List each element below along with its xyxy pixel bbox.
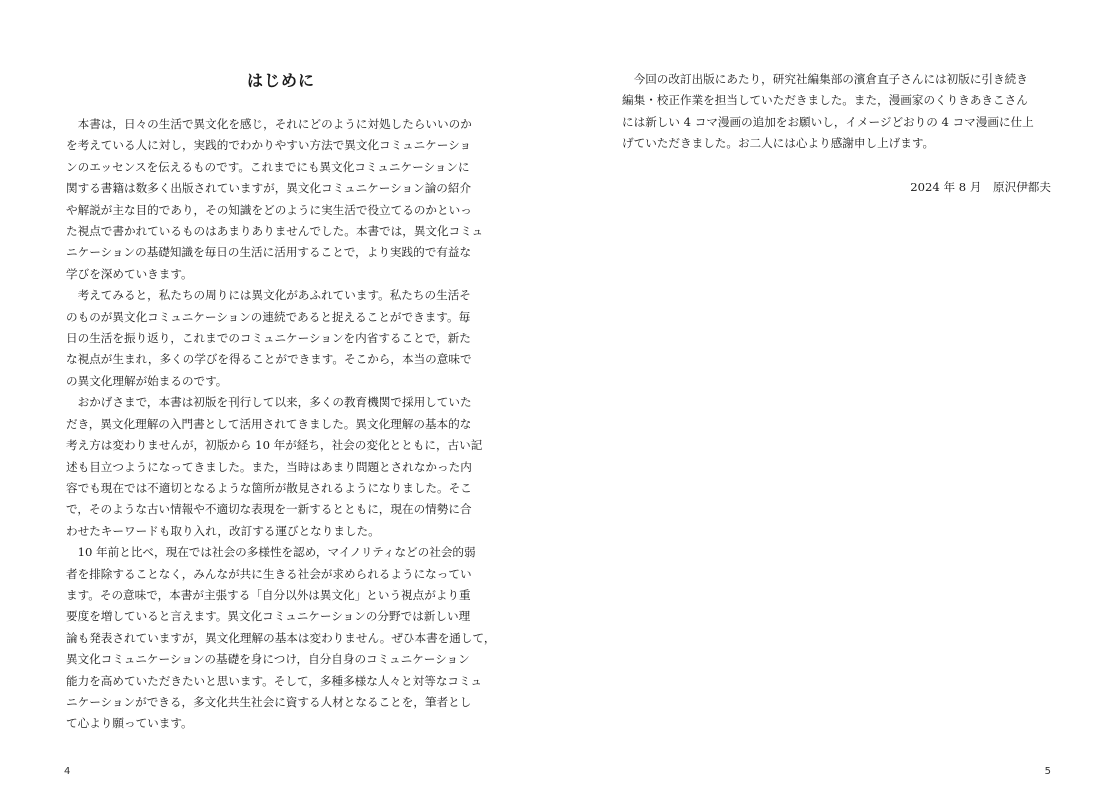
text-line: ニケーションができる，多文化共生社会に資する人材となることを，筆者とし bbox=[66, 694, 472, 709]
text-line: 本書は，日々の生活で異文化を感じ，それにどのように対処したらいいのか bbox=[77, 117, 472, 131]
text-line: おかげさまで，本書は初版を刊行して以来，多くの教育機関で採用していた bbox=[77, 395, 472, 410]
text-line: で，そのような古い情報や不適切な表現を一新するとともに，現在の情勢に合 bbox=[66, 502, 472, 517]
acknowledgement-body bbox=[622, 69, 1052, 155]
right-page bbox=[558, 0, 1117, 803]
text-line: 述も目立つようになってきました。また，当時はあまり問題とされなかった内 bbox=[66, 459, 472, 474]
paragraph-3 bbox=[66, 392, 496, 542]
text-line: 学びを深めていきます。 bbox=[66, 266, 193, 281]
text-line: や解説が主な目的であり，その知識をどのように実生活で役立てるのかといっ bbox=[66, 202, 472, 217]
text-line: 考えてみると，私たちの周りには異文化があふれています。私たちの生活そ bbox=[77, 288, 471, 303]
text-line: だき，異文化理解の入門書として活用されてきました。異文化理解の基本的な bbox=[66, 416, 472, 431]
text-line: 要度を増していると言えます。異文化コミュニケーションの分野では新しい理 bbox=[66, 609, 471, 624]
text-line: を考えている人に対し，実践的でわかりやすい方法で異文化コミュニケーショ bbox=[66, 138, 472, 153]
page-number-right: 5 bbox=[1044, 766, 1051, 777]
text-line: げていただきました。お二人には心より感謝申し上げます。 bbox=[622, 136, 935, 151]
paragraph-2 bbox=[66, 285, 496, 392]
text-line: 編集・校正作業を担当していただきました。また，漫画家のくりきあきこさん bbox=[622, 93, 1028, 108]
page-heading: はじめに bbox=[246, 71, 315, 90]
author-signature: 2024 年 8 月 原沢伊都夫 bbox=[910, 180, 1051, 194]
text-line: には新しい 4 コマ漫画の追加をお願いし，イメージどおりの 4 コマ漫画に仕上 bbox=[622, 114, 1034, 129]
paragraph-4 bbox=[66, 542, 496, 735]
text-line: ンのエッセンスを伝えるものです。これまでにも異文化コミュニケーションに bbox=[66, 159, 470, 174]
text-line: 者を排除することなく，みんなが共に生きる社会が求められるようになってい bbox=[66, 566, 472, 581]
text-line: 論も発表されていますが，異文化理解の基本は変わりません。ぜひ本書を通して， bbox=[66, 630, 496, 645]
text-line: の異文化理解が始まるのです。 bbox=[66, 373, 228, 388]
text-line: ニケーションの基礎知識を毎日の生活に活用することで，より実践的で有益な bbox=[66, 245, 472, 260]
text-line: ます。その意味で，本書が主張する「自分以外は異文化」という視点がより重 bbox=[66, 587, 471, 602]
text-line: のものが異文化コミュニケーションの連続であると捉えることができます。毎 bbox=[66, 309, 471, 324]
text-line: な視点が生まれ，多くの学びを得ることができます。そこから，本当の意味で bbox=[66, 352, 472, 367]
acknowledgement-paragraph bbox=[622, 69, 1052, 155]
text-line: 今回の改訂出版にあたり，研究社編集部の濱倉直子さんには初版に引き続き bbox=[633, 72, 1028, 86]
text-line: わせたキーワードも取り入れ，改訂する運びとなりました。 bbox=[66, 523, 380, 538]
text-line: 異文化コミュニケーションの基礎を身につけ，自分自身のコミュニケーション bbox=[66, 652, 470, 667]
text-line: 関する書籍は数多く出版されていますが，異文化コミュニケーション論の紹介 bbox=[66, 181, 472, 196]
paragraph-1 bbox=[66, 114, 496, 285]
text-line: た視点で書かれているものはあまりありませんでした。本書では，異文化コミュ bbox=[66, 224, 484, 239]
text-line: 考え方は変わりませんが，初版から 10 年が経ち，社会の変化とともに，古い記 bbox=[66, 438, 483, 453]
page-number-left: 4 bbox=[64, 766, 71, 777]
text-line: 容でも現在では不適切となるような箇所が散見されるようになりました。そこ bbox=[66, 480, 472, 495]
text-line: て心より願っています。 bbox=[66, 716, 193, 731]
text-line: 10 年前と比べ，現在では社会の多様性を認め，マイノリティなどの社会的弱 bbox=[77, 545, 476, 560]
left-page bbox=[0, 0, 558, 803]
text-line: 日の生活を振り返り，これまでのコミュニケーションを内省することで，新た bbox=[66, 331, 471, 346]
text-line: 能力を高めていただきたいと思います。そして，多種多様な人々と対等なコミュ bbox=[66, 673, 482, 688]
intro-body bbox=[66, 114, 496, 735]
